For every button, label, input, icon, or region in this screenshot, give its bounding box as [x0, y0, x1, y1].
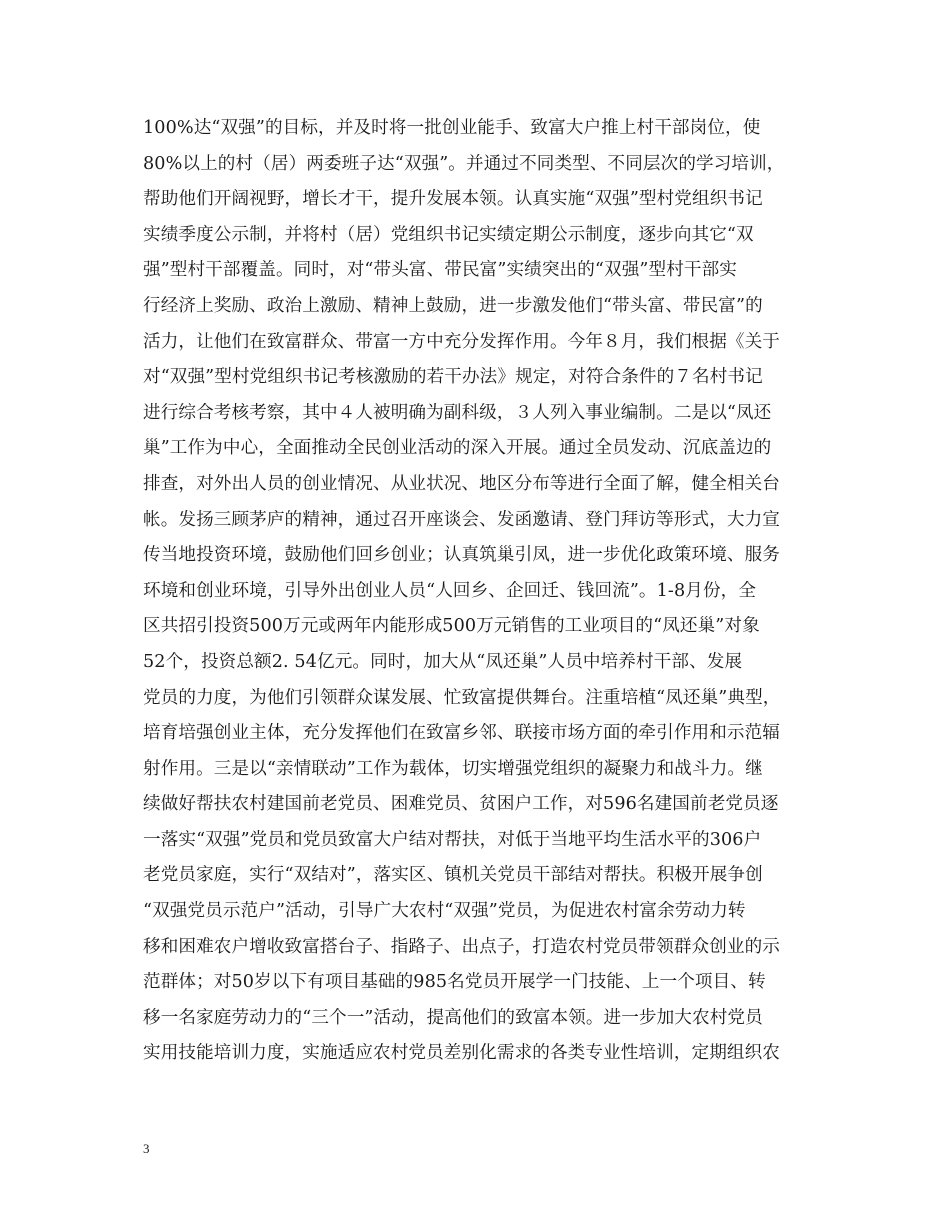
- text-line: 进行综合考核考察，其中４人被明确为副科级，３人列入事业编制。二是以“凤还: [143, 402, 772, 423]
- text-line: 培育培强创业主体，充分发挥他们在致富乡邻、联接市场方面的牵引作用和示范辐: [143, 723, 780, 744]
- text-line: 对“双强”型村党组织书记考核激励的若干办法》规定，对符合条件的７名村书记: [143, 367, 763, 388]
- text-line: “双强党员示范户”活动，引导广大农村“双强”党员，为促进农村富余劳动力转: [143, 901, 746, 922]
- text-line: 活力，让他们在致富群众、带富一方中充分发挥作用。今年８月，我们根据《关于: [143, 331, 780, 352]
- body-text: [143, 111, 833, 1072]
- text-line: 老党员家庭，实行“双结对”，落实区、镇机关党员干部结对帮扶。积极开展争创: [143, 865, 763, 886]
- page-number: 3: [143, 1141, 150, 1156]
- text-line: 强”型村干部覆盖。同时，对“带头富、带民富”实绩突出的“双强”型村干部实: [143, 260, 737, 281]
- text-line: 100%达“双强”的目标，并及时将一批创业能手、致富大户推上村干部岗位，使: [143, 118, 761, 138]
- text-line: 党员的力度，为他们引领群众谋发展、忙致富提供舞台。注重培植“凤还巢”典型，: [143, 687, 781, 708]
- text-line: 帮助他们开阔视野，增长才干，提升发展本领。认真实施“双强”型村党组织书记: [143, 189, 763, 210]
- text-line: 一落实“双强”党员和党员致富大户结对帮扶，对低于当地平均生活水平的306户: [143, 829, 762, 850]
- text-line: 52个，投资总额2. 54亿元。同时，加大从“凤还巢”人员中培养村干部、发展: [143, 651, 743, 672]
- text-line: 巢”工作为中心，全面推动全民创业活动的深入开展。通过全员发动、沉底盖边的: [143, 438, 772, 459]
- text-line: 移和困难农户增收致富搭台子、指路子、出点子，打造农村党员带领群众创业的示: [143, 936, 780, 957]
- text-line: 帐。发扬三顾茅庐的精神，通过召开座谈会、发函邀请、登门拜访等形式，大力宣: [143, 509, 780, 530]
- text-line: 环境和创业环境，引导外出创业人员“人回乡、企回迁、钱回流”。1-8月份，全: [143, 580, 757, 601]
- text-line: 射作用。三是以“亲情联动”工作为载体，切实增强党组织的凝聚力和战斗力。继: [143, 758, 763, 779]
- text-line: 80%以上的村（居）两委班子达“双强”。并通过不同类型、不同层次的学习培训，: [143, 153, 785, 174]
- text-line: 续做好帮扶农村建国前老党员、困难党员、贫困户工作，对596名建国前老党员逐: [143, 794, 779, 815]
- text-line: 区共招引投资500万元或两年内能形成500万元销售的工业项目的“凤还巢”对象: [143, 616, 760, 637]
- text-line: 范群体；对50岁以下有项目基础的985名党员开展学一门技能、上一个项目、转: [143, 972, 766, 993]
- text-line: 实绩季度公示制，并将村（居）党组织书记实绩定期公示制度，逐步向其它“双: [143, 224, 754, 245]
- text-line: 行经济上奖励、政治上激励、精神上鼓励，进一步激发他们“带头富、带民富”的: [143, 295, 763, 316]
- text-line: 移一名家庭劳动力的“三个一”活动，提高他们的致富本领。进一步加大农村党员: [143, 1007, 763, 1028]
- text-line: 实用技能培训力度，实施适应农村党员差别化需求的各类专业性培训，定期组织农: [143, 1043, 780, 1064]
- text-line: 排查，对外出人员的创业情况、从业状况、地区分布等进行全面了解，健全相关台: [143, 473, 780, 494]
- text-line: 传当地投资环境，鼓励他们回乡创业；认真筑巢引凤，进一步优化政策环境、服务: [143, 545, 780, 566]
